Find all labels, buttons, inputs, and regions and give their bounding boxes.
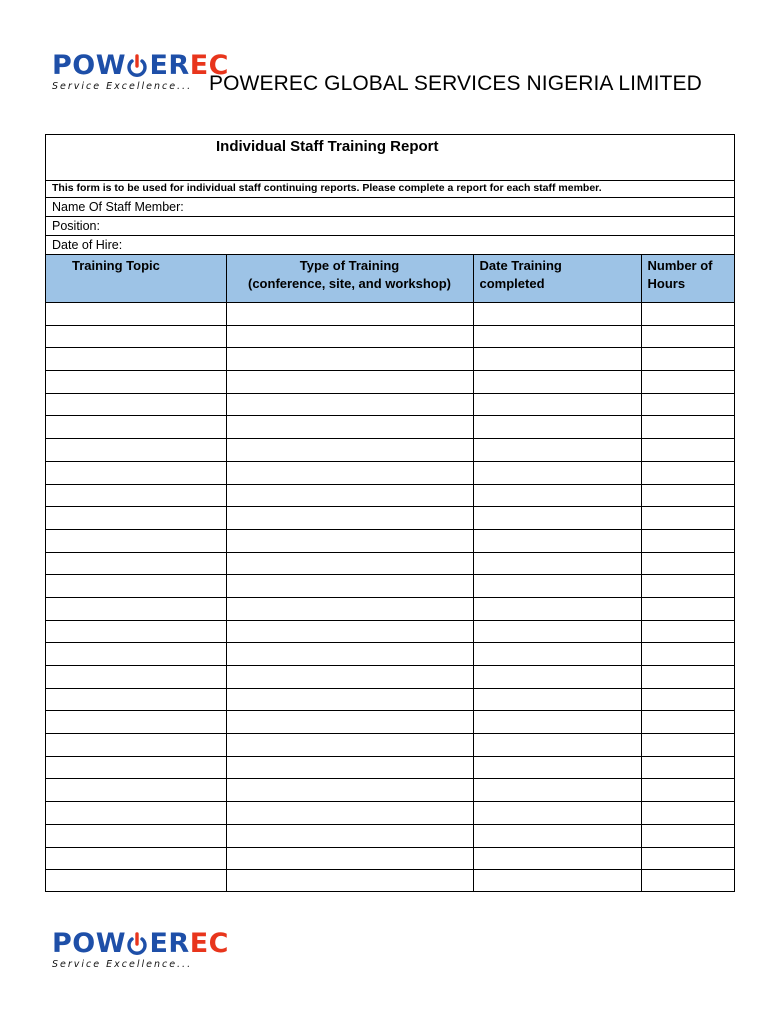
date-cell[interactable] <box>473 620 641 643</box>
hours-cell[interactable] <box>641 484 734 507</box>
type-cell[interactable] <box>226 847 473 870</box>
topic-cell[interactable] <box>46 507 226 530</box>
hours-cell[interactable] <box>641 461 734 484</box>
type-cell[interactable] <box>226 416 473 439</box>
type-cell[interactable] <box>226 779 473 802</box>
type-cell[interactable] <box>226 325 473 348</box>
topic-cell[interactable] <box>46 643 226 666</box>
type-cell[interactable] <box>226 870 473 892</box>
table-row <box>46 484 734 507</box>
table-row <box>46 416 734 439</box>
training-report-form <box>45 134 735 892</box>
table-row <box>46 643 734 666</box>
table-row <box>46 711 734 734</box>
hours-cell[interactable] <box>641 688 734 711</box>
header-date-line2: completed <box>479 276 545 291</box>
type-cell[interactable] <box>226 711 473 734</box>
header-hours-line1: Number of <box>647 258 713 273</box>
form-title-row <box>46 135 734 181</box>
training-table <box>46 255 734 892</box>
hours-cell[interactable] <box>641 575 734 598</box>
hours-cell[interactable] <box>641 393 734 416</box>
table-row <box>46 371 734 394</box>
topic-cell[interactable] <box>46 620 226 643</box>
topic-cell[interactable] <box>46 416 226 439</box>
form-instructions: This form is to be used for individual staff continuing reports. Please complete a report for each staff member. <box>46 181 734 198</box>
topic-cell[interactable] <box>46 597 226 620</box>
topic-cell[interactable] <box>46 348 226 371</box>
hours-cell[interactable] <box>641 666 734 689</box>
date-cell[interactable] <box>473 416 641 439</box>
table-row <box>46 507 734 530</box>
logo-wordmark <box>52 930 229 958</box>
hours-cell[interactable] <box>641 597 734 620</box>
topic-cell[interactable] <box>46 325 226 348</box>
table-row <box>46 756 734 779</box>
hours-cell[interactable] <box>641 348 734 371</box>
table-row <box>46 620 734 643</box>
date-cell[interactable] <box>473 756 641 779</box>
hours-cell[interactable] <box>641 711 734 734</box>
table-row <box>46 461 734 484</box>
header-type-line2: (conference, site, and workshop) <box>248 276 451 291</box>
table-row <box>46 348 734 371</box>
header-date-line1: Date Training <box>479 258 562 273</box>
type-cell[interactable] <box>226 734 473 757</box>
hours-cell[interactable] <box>641 620 734 643</box>
type-cell[interactable] <box>226 552 473 575</box>
hours-cell[interactable] <box>641 529 734 552</box>
date-cell[interactable] <box>473 847 641 870</box>
date-cell[interactable] <box>473 529 641 552</box>
hours-cell[interactable] <box>641 552 734 575</box>
hours-cell[interactable] <box>641 756 734 779</box>
date-cell[interactable] <box>473 371 641 394</box>
table-row <box>46 325 734 348</box>
header-topic-text: Training Topic <box>72 258 160 273</box>
topic-cell[interactable] <box>46 802 226 825</box>
table-row <box>46 393 734 416</box>
type-cell[interactable] <box>226 643 473 666</box>
table-row <box>46 870 734 892</box>
date-cell[interactable] <box>473 439 641 462</box>
topic-cell[interactable] <box>46 303 226 326</box>
type-cell[interactable] <box>226 597 473 620</box>
table-row <box>46 597 734 620</box>
power-icon <box>126 52 149 80</box>
type-cell[interactable] <box>226 529 473 552</box>
type-cell[interactable] <box>226 620 473 643</box>
date-cell[interactable] <box>473 870 641 892</box>
topic-cell[interactable] <box>46 847 226 870</box>
date-cell[interactable] <box>473 325 641 348</box>
table-row <box>46 666 734 689</box>
logo-text-ec: EC <box>189 50 229 81</box>
date-cell[interactable] <box>473 348 641 371</box>
header-training-topic <box>46 255 226 303</box>
topic-cell[interactable] <box>46 461 226 484</box>
staff-member-field[interactable]: Name Of Staff Member: <box>46 198 734 217</box>
hours-cell[interactable] <box>641 303 734 326</box>
table-row <box>46 439 734 462</box>
logo-bottom <box>52 930 229 970</box>
topic-cell[interactable] <box>46 575 226 598</box>
topic-cell[interactable] <box>46 688 226 711</box>
type-cell[interactable] <box>226 371 473 394</box>
logo-top <box>52 52 229 92</box>
hours-cell[interactable] <box>641 416 734 439</box>
type-cell[interactable] <box>226 756 473 779</box>
topic-cell[interactable] <box>46 756 226 779</box>
type-cell[interactable] <box>226 484 473 507</box>
logo-tagline: Service Excellence... <box>52 959 193 970</box>
type-cell[interactable] <box>226 688 473 711</box>
form-title: Individual Staff Training Report <box>216 138 439 155</box>
type-cell[interactable] <box>226 439 473 462</box>
logo-wordmark <box>52 52 229 80</box>
topic-cell[interactable] <box>46 393 226 416</box>
table-row <box>46 824 734 847</box>
header-hours-line2: Hours <box>647 276 686 291</box>
table-row <box>46 734 734 757</box>
hours-cell[interactable] <box>641 643 734 666</box>
topic-cell[interactable] <box>46 529 226 552</box>
date-cell[interactable] <box>473 779 641 802</box>
power-icon <box>126 930 149 958</box>
hours-cell[interactable] <box>641 847 734 870</box>
table-row <box>46 575 734 598</box>
table-row <box>46 802 734 825</box>
topic-cell[interactable] <box>46 484 226 507</box>
logo-text-pow: POW <box>52 50 127 81</box>
hours-cell[interactable] <box>641 824 734 847</box>
logo-text-ec: EC <box>189 928 229 959</box>
date-cell[interactable] <box>473 484 641 507</box>
type-cell[interactable] <box>226 802 473 825</box>
date-of-hire-field[interactable]: Date of Hire: <box>46 236 734 255</box>
type-cell[interactable] <box>226 303 473 326</box>
type-cell[interactable] <box>226 824 473 847</box>
topic-cell[interactable] <box>46 711 226 734</box>
date-cell[interactable] <box>473 393 641 416</box>
hours-cell[interactable] <box>641 325 734 348</box>
topic-cell[interactable] <box>46 439 226 462</box>
logo-text-pow: POW <box>52 928 127 959</box>
table-row <box>46 303 734 326</box>
topic-cell[interactable] <box>46 666 226 689</box>
type-cell[interactable] <box>226 666 473 689</box>
date-cell[interactable] <box>473 824 641 847</box>
type-cell[interactable] <box>226 575 473 598</box>
header-type-of-training <box>226 255 473 303</box>
table-row <box>46 552 734 575</box>
topic-cell[interactable] <box>46 734 226 757</box>
header-number-of-hours <box>641 255 734 303</box>
hours-cell[interactable] <box>641 779 734 802</box>
date-cell[interactable] <box>473 688 641 711</box>
date-cell[interactable] <box>473 461 641 484</box>
hours-cell[interactable] <box>641 371 734 394</box>
table-body <box>46 303 734 892</box>
date-cell[interactable] <box>473 552 641 575</box>
date-cell[interactable] <box>473 575 641 598</box>
table-row <box>46 779 734 802</box>
logo-text-er: ER <box>149 928 190 959</box>
date-cell[interactable] <box>473 802 641 825</box>
topic-cell[interactable] <box>46 824 226 847</box>
type-cell[interactable] <box>226 461 473 484</box>
date-cell[interactable] <box>473 711 641 734</box>
hours-cell[interactable] <box>641 734 734 757</box>
header-type-line1: Type of Training <box>299 258 400 273</box>
header-date-completed <box>473 255 641 303</box>
logo-text-er: ER <box>149 50 190 81</box>
date-cell[interactable] <box>473 597 641 620</box>
topic-cell[interactable] <box>46 552 226 575</box>
hours-cell[interactable] <box>641 507 734 530</box>
topic-cell[interactable] <box>46 870 226 892</box>
topic-cell[interactable] <box>46 371 226 394</box>
table-row <box>46 688 734 711</box>
company-name: POWEREC GLOBAL SERVICES NIGERIA LIMITED <box>209 72 702 95</box>
hours-cell[interactable] <box>641 802 734 825</box>
date-cell[interactable] <box>473 643 641 666</box>
hours-cell[interactable] <box>641 870 734 892</box>
date-cell[interactable] <box>473 734 641 757</box>
table-row <box>46 529 734 552</box>
logo-tagline: Service Excellence... <box>52 81 193 92</box>
position-field[interactable]: Position: <box>46 217 734 236</box>
topic-cell[interactable] <box>46 779 226 802</box>
date-cell[interactable] <box>473 303 641 326</box>
date-cell[interactable] <box>473 666 641 689</box>
hours-cell[interactable] <box>641 439 734 462</box>
type-cell[interactable] <box>226 507 473 530</box>
table-row <box>46 847 734 870</box>
table-header-row <box>46 255 734 303</box>
date-cell[interactable] <box>473 507 641 530</box>
type-cell[interactable] <box>226 348 473 371</box>
type-cell[interactable] <box>226 393 473 416</box>
